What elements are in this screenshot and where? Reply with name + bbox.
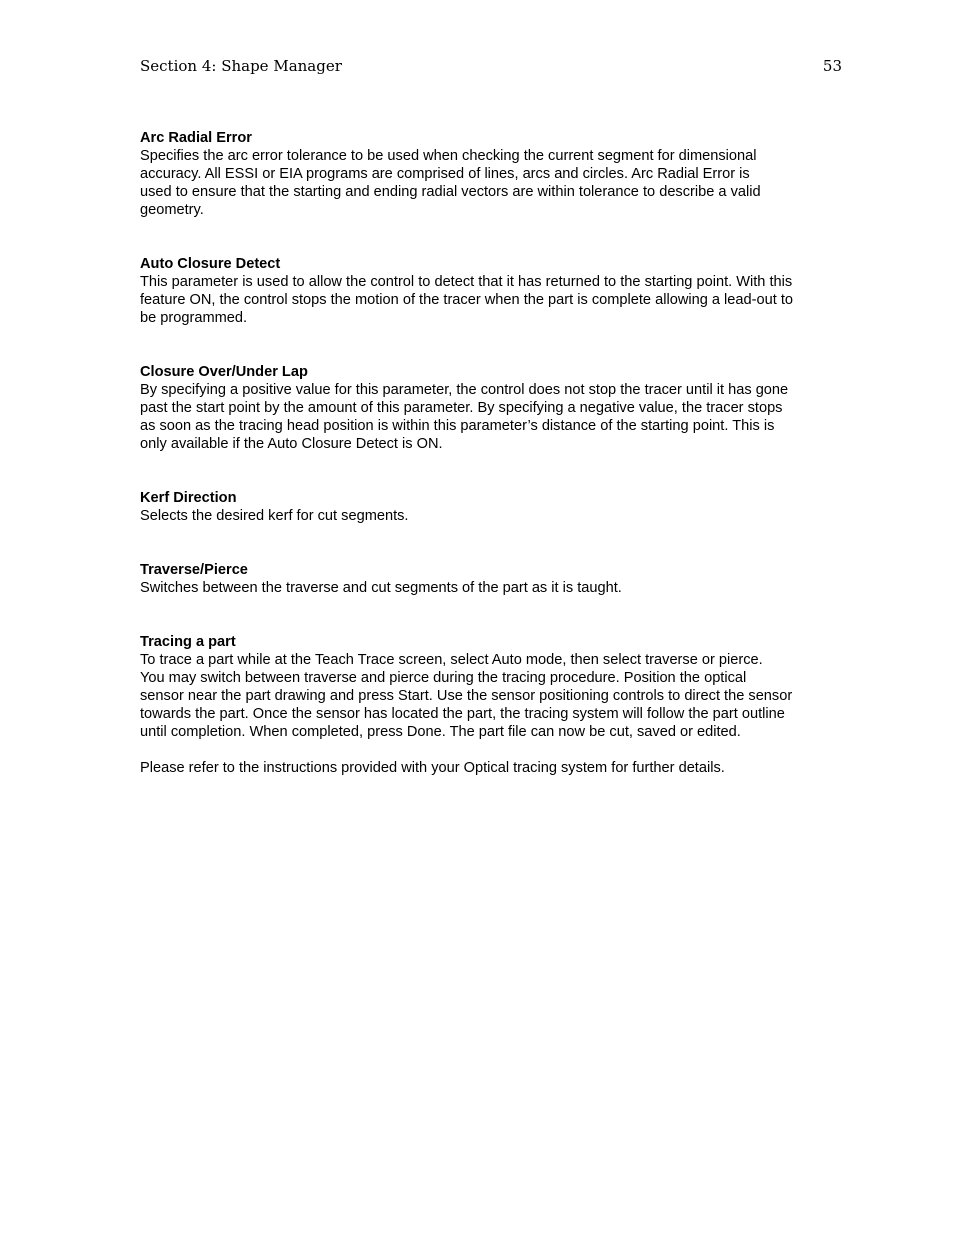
- section-body: Specifies the arc error tolerance to be used when checking the current segment for dimensional accuracy. All ESSI or EIA programs are comprised of lines, arcs and circles. Arc Radial Error is used to ensure that the starting and ending radial vectors are within tolerance to describe a valid geometry.: [140, 148, 761, 218]
- section-body: Selects the desired kerf for cut segments.: [140, 508, 409, 524]
- closing-note: Please refer to the instructions provided with your Optical tracing system for further details.: [140, 760, 725, 776]
- section-tracing-a-part: [140, 633, 846, 741]
- section-heading: Kerf Direction: [140, 490, 237, 506]
- section-body: Switches between the traverse and cut segments of the part as it is taught.: [140, 580, 622, 596]
- section-closure-over-under-lap: [140, 363, 846, 453]
- section-title: Section 4: Shape Manager: [140, 57, 342, 75]
- section-heading: Tracing a part: [140, 634, 236, 650]
- section-heading: Closure Over/Under Lap: [140, 364, 308, 380]
- section-auto-closure-detect: [140, 255, 846, 327]
- section-body: This parameter is used to allow the control to detect that it has returned to the starting point. With this feature ON, the control stops the motion of the tracer when the part is complete allowing a lead-out to be programmed.: [140, 274, 794, 326]
- section-arc-radial-error: [140, 129, 846, 219]
- section-body: By specifying a positive value for this parameter, the control does not stop the tracer until it has gone past the start point by the amount of this parameter. By specifying a negative value, the tracer stops as soon as the tracing head position is within this parameter’s distance of the starting point. This is only available if the Auto Closure Detect is ON.: [140, 382, 789, 452]
- section-kerf-direction: [140, 489, 846, 525]
- page-number: 53: [822, 57, 842, 75]
- section-body: To trace a part while at the Teach Trace screen, select Auto mode, then select traverse or pierce. You may switch between traverse and pierce during the tracing procedure. Position the optical sensor near the part drawing and press Start. Use the sensor positioning controls to direct the sensor towards the part. Once the sensor has located the part, the tracing system will follow the part outline until completion. When completed, press Done. The part file can now be cut, saved or edited.: [140, 652, 793, 740]
- section-heading: Traverse/Pierce: [140, 562, 248, 578]
- page-header: [140, 56, 842, 76]
- section-traverse-pierce: [140, 561, 846, 597]
- page-content: [140, 129, 846, 777]
- section-heading: Arc Radial Error: [140, 130, 252, 146]
- section-heading: Auto Closure Detect: [140, 256, 281, 272]
